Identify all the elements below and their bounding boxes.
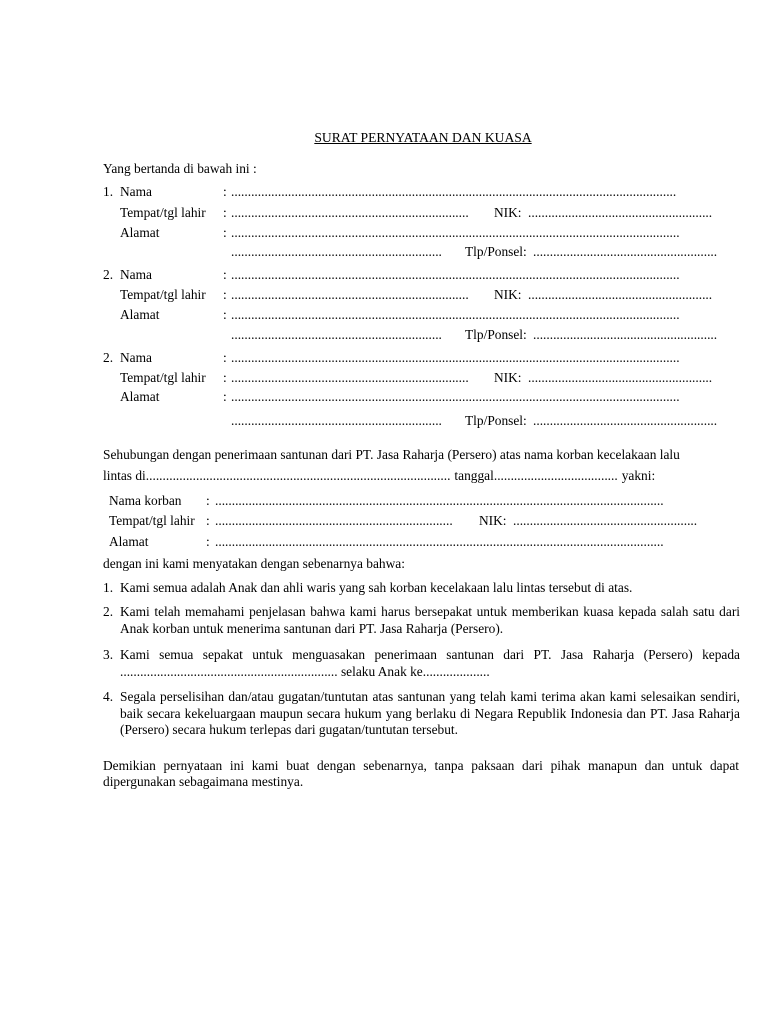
colon: : [223,205,227,220]
nik-label: NIK: [494,287,522,302]
person-number: 2. [103,267,114,282]
alamat-dots: ...................................................................................................................................... [231,225,680,240]
korban-ttl-label: Tempat/tgl lahir [109,513,195,528]
declaration-intro: dengan ini kami menyatakan dengan sebenarnya bahwa: [103,556,405,571]
korban-nik-dots: ....................................................... [513,513,698,528]
colon: : [223,267,227,282]
statement-number: 2. [103,604,114,619]
colon: : [223,307,227,322]
nama-label: Nama [120,350,152,365]
korban-alamat-dots: ...................................................................................................................................... [215,534,664,549]
colon: : [206,493,210,508]
ttl-label: Tempat/tgl lahir [120,370,206,385]
person-number: 1. [103,184,114,199]
ttl-label: Tempat/tgl lahir [120,287,206,302]
ttl-dots: ....................................................................... [231,370,469,385]
sehubungan-line-1: Sehubungan dengan penerimaan santunan dari PT. Jasa Raharja (Persero) atas nama korban kecelakaan lalu [103,447,680,462]
nik-label: NIK: [494,370,522,385]
tanggal-text: tanggal [454,468,494,483]
person-number: 2. [103,350,114,365]
alamat-dots: ...................................................................................................................................... [231,389,680,404]
colon: : [223,184,227,199]
ttl-dots: ....................................................................... [231,287,469,302]
statement-number: 4. [103,689,114,704]
nik-dots: ....................................................... [528,205,713,220]
korban-alamat-label: Alamat [109,534,149,549]
nama-dots: ...................................................................................................................................... [231,267,680,282]
colon: : [223,225,227,240]
alamat-label: Alamat [120,389,160,404]
nama-dots: ...................................................................................................................................... [231,350,680,365]
nik-dots: ....................................................... [528,287,713,302]
statement-number: 1. [103,580,114,595]
ttl-dots: ....................................................................... [231,205,469,220]
statement-text: Kami telah memahami penjelasan bahwa kami harus bersepakat untuk memberikan kuasa kepada salah satu dari Anak korban untuk menerima santunan dari PT. Jasa Raharja (Persero). [120,604,740,636]
tlp-dots: ....................................................... [533,244,718,259]
statement-text: Segala perselisihan dan/atau gugatan/tuntutan atas santunan yang telah kami terima akan kami selesaikan sendiri, baik secara kekeluargaan maupun secara hukum yang berlaku di Negara Republik Indonesia dan PT. Jasa Raharja (Persero) secara hukum terlepas dari gugatan/tuntutan tersebut. [120,689,740,737]
nama-label: Nama [120,267,152,282]
tanggal-dots: ..................................... [493,468,618,483]
colon: : [206,513,210,528]
intro-text: Yang bertanda di bawah ini : [103,161,257,176]
statement-text: Kami semua sepakat untuk menguasakan penerimaan santunan dari PT. Jasa Raharja (Persero) kepada ................................................................. selaku Anak ke.................... [120,647,740,679]
yakni-text: yakni: [621,468,656,483]
alamat2-dots: ............................................................... [231,327,442,342]
alamat-dots: ...................................................................................................................................... [231,307,680,322]
tlp-label: Tlp/Ponsel: [465,413,527,428]
closing-paragraph: Demikian pernyataan ini kami buat dengan sebenarnya, tanpa paksaan dari pihak manapun dan untuk dapat dipergunakan sebagaimana mestinya. [103,758,739,789]
colon: : [206,534,210,549]
alamat-label: Alamat [120,307,160,322]
tlp-dots: ....................................................... [533,327,718,342]
lintas-di-text: lintas di [103,468,146,483]
ttl-label: Tempat/tgl lahir [120,205,206,220]
sehubungan-line-2 [103,468,739,484]
statement-text: Kami semua adalah Anak dan ahli waris yang sah korban kecelakaan lalu lintas tersebut di atas. [120,580,633,595]
korban-nik-label: NIK: [479,513,507,528]
alamat-label: Alamat [120,225,160,240]
tlp-label: Tlp/Ponsel: [465,244,527,259]
korban-ttl-dots: ....................................................................... [215,513,453,528]
tlp-label: Tlp/Ponsel: [465,327,527,342]
colon: : [223,370,227,385]
alamat2-dots: ............................................................... [231,413,442,428]
statement-number: 3. [103,647,114,662]
colon: : [223,389,227,404]
korban-nama-dots: ...................................................................................................................................... [215,493,664,508]
korban-nama-label: Nama korban [109,493,182,508]
nama-dots: ..................................................................................................................................... [231,184,677,199]
nik-dots: ....................................................... [528,370,713,385]
tlp-dots: ....................................................... [533,413,718,428]
alamat2-dots: ............................................................... [231,244,442,259]
lintas-dots: ........................................................................................... [145,468,451,483]
nik-label: NIK: [494,205,522,220]
colon: : [223,350,227,365]
document-title: SURAT PERNYATAAN DAN KUASA [314,130,532,145]
nama-label: Nama [120,184,152,199]
colon: : [223,287,227,302]
